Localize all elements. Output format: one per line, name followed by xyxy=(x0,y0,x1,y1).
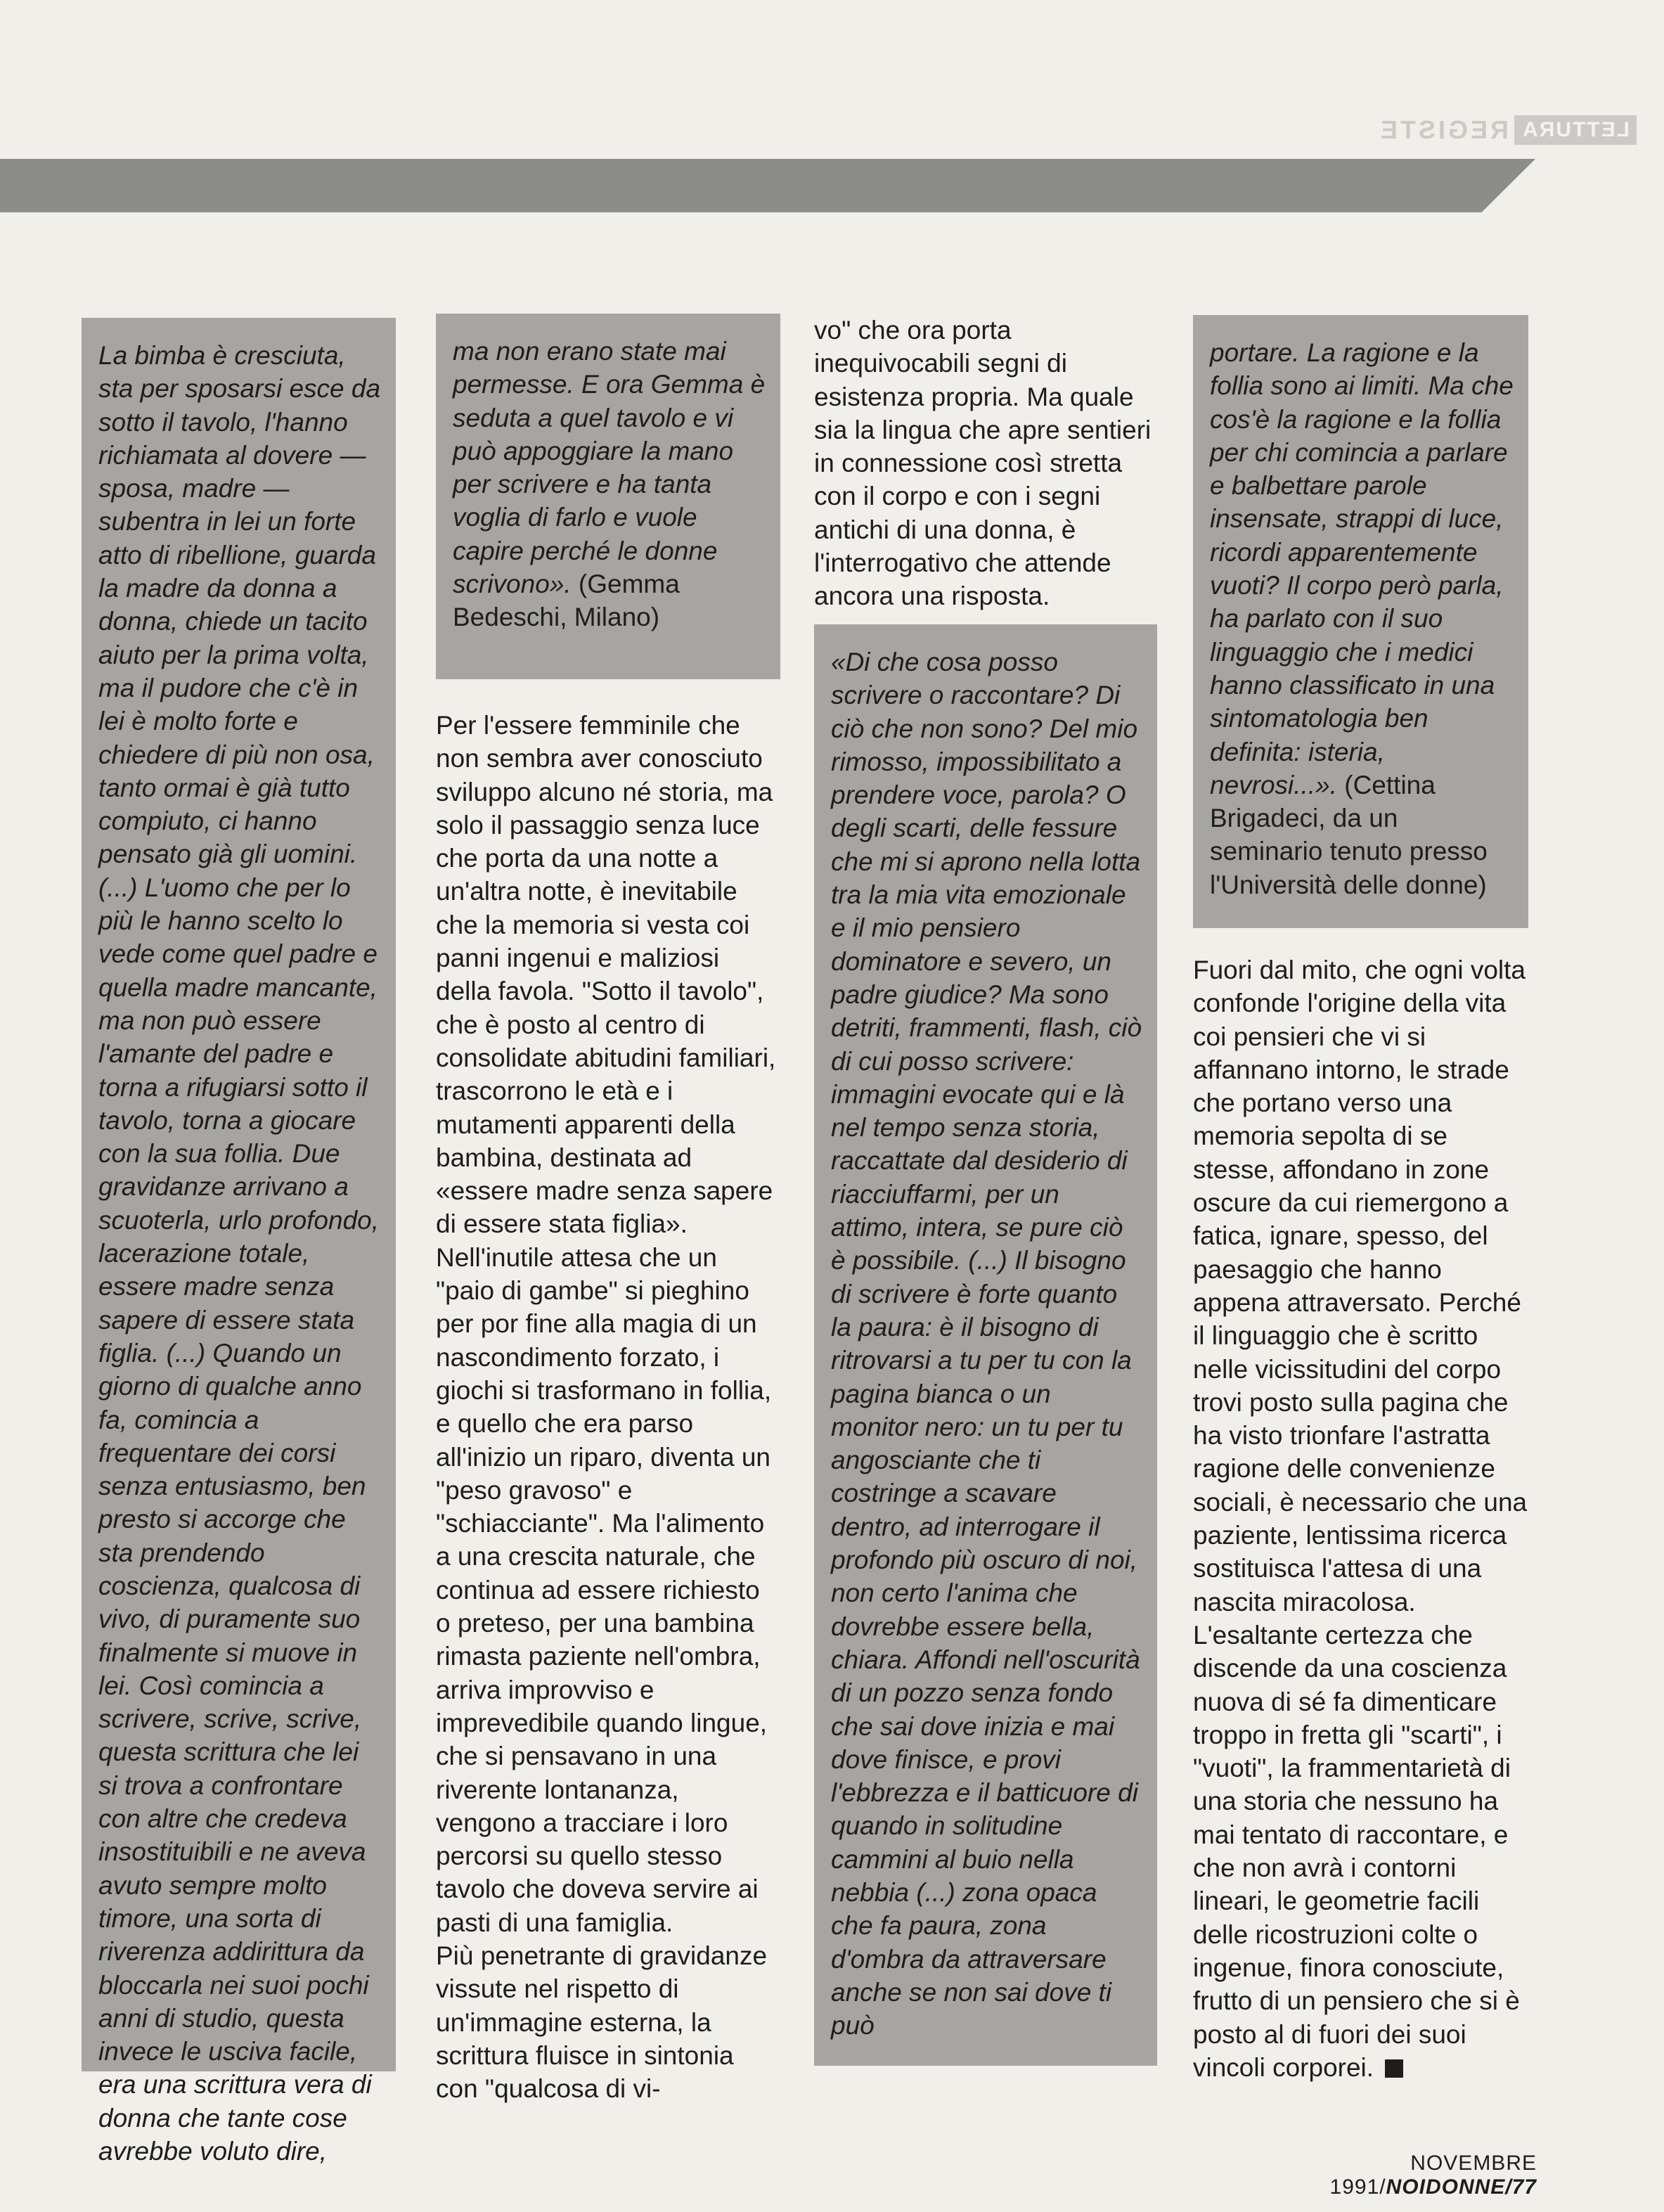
end-square-icon xyxy=(1385,2059,1403,2078)
column-2-attribution: (Gemma Bedeschi, Milano) xyxy=(453,570,680,632)
column-2-quote-box xyxy=(436,314,780,679)
column-2-paragraph-2: Più penetrante di gravidanze vissute nel rispetto di un'immagine esterna, la scrittura fluisce in sintonia con "qualcosa di vi- xyxy=(436,1941,768,2104)
footer-date: NOVEMBRE 1991/ xyxy=(1329,2152,1537,2199)
column-4-paragraph-text: Fuori dal mito, che ogni volta confonde l'origine della vita coi pensieri che vi si affannano intorno, le strade che portano verso una memoria sepolta di se stesse, affondano in zone oscure da cui riemergono a fatica, ignare, spesso, del paesaggio che hanno appena attraversato. Perché il linguaggio che è scritto nelle vicissitudini del corpo trovi posto sulla pagina che ha visto trionfare l'astratta ragione delle convenienze sociali, è necessario che una paziente, lentissima ricerca sostituisca l'attesa di una nascita miracolosa. L'esaltante certezza che discende da una coscienza nuova di sé fa dimenticare troppo in fretta gli "scarti", i "vuoti", la frammentarietà di una storia che nessuno ha mai tentato di raccontare, e che non avrà i contorni lineari, le geometrie facili delle ricostruzioni colte o ingenue, finora conosciute, frutto di un pensiero che si è posto al di fuori dei suoi vincoli corporei. xyxy=(1193,956,1528,2082)
section-tag: LETTURA xyxy=(1514,115,1637,145)
column-4-quote-body: portare. La ragione e la follia sono ai limiti. Ma che cos'è la ragione e la follia per chi comincia a parlare e balbettare parole insensate, strappi di luce, ricordi apparentemente vuoti? Il corpo però parla, ha parlato con il suo linguaggio che i medici hanno classificato in una sintomatologia ben definita: isteria, nevrosi...». xyxy=(1210,338,1514,799)
column-1-text: La bimba è cresciuta, sta per sposarsi esce da sotto il tavolo, l'hanno richiamata al dovere — sposa, madre — subentra in lei un forte atto di ribellione, guarda la madre da donna a donna, chiede un tacito aiuto per la prima volta, ma il pudore che c'è in lei è molto forte e chiedere di più non osa, tanto ormai è già tutto compiuto, ci hanno pensato già gli uomini. (...) L'uomo che per lo più le hanno scelto lo vede come quel padre e quella madre mancante, ma non può essere l'amante del padre e torna a rifugiarsi sotto il tavolo, torna a giocare con la sua follia. Due gravidanze arrivano a scuoterla, urlo profondo, lacerazione totale, essere madre senza sapere di essere stata figlia. (...) Quando un giorno di qualche anno fa, comincia a frequentare dei corsi senza entusiasmo, ben presto si accorge che sta prendendo coscienza, qualcosa di vivo, di puramente suo finalmente si muove in lei. Così comincia a scrivere, scrive, scrive, questa scrittura che lei si trova a confrontare con altre che credeva insostituibili e ne aveva avuto sempre molto timore, una sorta di riverenza addirittura da bloccarla nei suoi pochi anni di studio, questa invece le usciva facile, era una scrittura vera di donna che tante cose avrebbe voluto dire, xyxy=(98,341,381,2166)
column-3-body xyxy=(814,314,1166,609)
column-4-body xyxy=(1193,953,1528,2082)
column-4-attribution: (Cettina Brigadeci, da un seminario tenuto presso l'Università delle donne) xyxy=(1210,770,1488,899)
column-2-quote-body: ma non erano state mai permesse. E ora Gemma è seduta a quel tavolo e vi può appoggiare la mano per scrivere e ha tanta voglia di farlo e vuole capire perché le donne scrivono». xyxy=(453,337,766,599)
column-4-quote-box xyxy=(1193,315,1528,928)
column-3-quote-text: «Di che cosa posso scrivere o raccontare? Di ciò che non sono? Del mio rimosso, impossibilitato a prendere voce, parola? O degli scarti, delle fessure che mi si aprono nella lotta tra la mia vita emozionale e il mio pensiero dominatore e severo, un padre giudice? Ma sono detriti, frammenti, flash, ciò di cui posso scrivere: immagini evocate qui e là nel tempo senza storia, raccattate dal desiderio di riacciuffarmi, per un attimo, intera, se pure ciò è possibile. (...) Il bisogno di scrivere è forte quanto la paura: è il bisogno di ritrovarsi a tu per tu con la pagina bianca o un monitor nero: un tu per tu angosciante che ti costringe a scavare dentro, ad interrogare il profondo più oscuro di noi, non certo l'anima che dovrebbe essere bella, chiara. Affondi nell'oscurità di un pozzo senza fondo che sai dove inizia e mai dove finisce, e provi l'ebbrezza e il batticuore di quando in solitudine cammini al buio nella nebbia (...) zona opaca che fa paura, zona d'ombra da attraversare anche se non sai dove ti può xyxy=(831,648,1142,2040)
footer-magazine: NOIDONNE/ xyxy=(1386,2175,1512,2199)
column-2-body xyxy=(436,709,780,2104)
column-1-quote-box xyxy=(82,318,396,2166)
column-3-quote-box xyxy=(814,624,1157,2066)
page-footer xyxy=(1213,2152,1537,2199)
column-3-paragraph: vo" che ora porta inequivocabili segni di esistenza propria. Ma quale sia la lingua che apre sentieri in connessione così stretta con il corpo e con i segni antichi di una donna, è l'interrogativo che attende ancora una risposta. xyxy=(814,316,1152,611)
column-4-paragraph xyxy=(1193,953,1528,2084)
column-2-quote-text xyxy=(453,335,768,634)
section-kicker xyxy=(1378,112,1637,148)
column-2-paragraph-1: Per l'essere femminile che non sembra aver conosciuto sviluppo alcuno né storia, ma solo il passaggio senza luce che porta da una notte a un'altra notte, è inevitabile che la memoria si vesta coi panni ingenui e maliziosi della favola. "Sotto il tavolo", che è posto al centro di consolidate abitudini familiari, trascorrono le età e i mutamenti apparenti della bambina, destinata ad «essere madre senza sapere di essere stata figlia». Nell'inutile attesa che un "paio di gambe" si pieghino per por fine alla magia di un nascondimento forzato, i giochi si trasformano in follia, e quello che era parso all'inizio un riparo, diventa un "peso gravoso" e "schiacciante". Ma l'alimento a una crescita naturale, che continua ad essere richiesto o preteso, per una bambina rimasta paziente nell'ombra, arriva improvviso e imprevedibile quando lingue, che si pensavano in una riverente lontananza, vengono a tracciare i loro percorsi su quello stesso tavolo che doveva servire ai pasti di una famiglia. xyxy=(436,711,776,1937)
column-4-quote-text xyxy=(1210,336,1516,901)
header-bar xyxy=(0,159,1535,212)
section-word: REGISTE xyxy=(1378,115,1509,144)
footer-page-number: 77 xyxy=(1511,2175,1537,2199)
